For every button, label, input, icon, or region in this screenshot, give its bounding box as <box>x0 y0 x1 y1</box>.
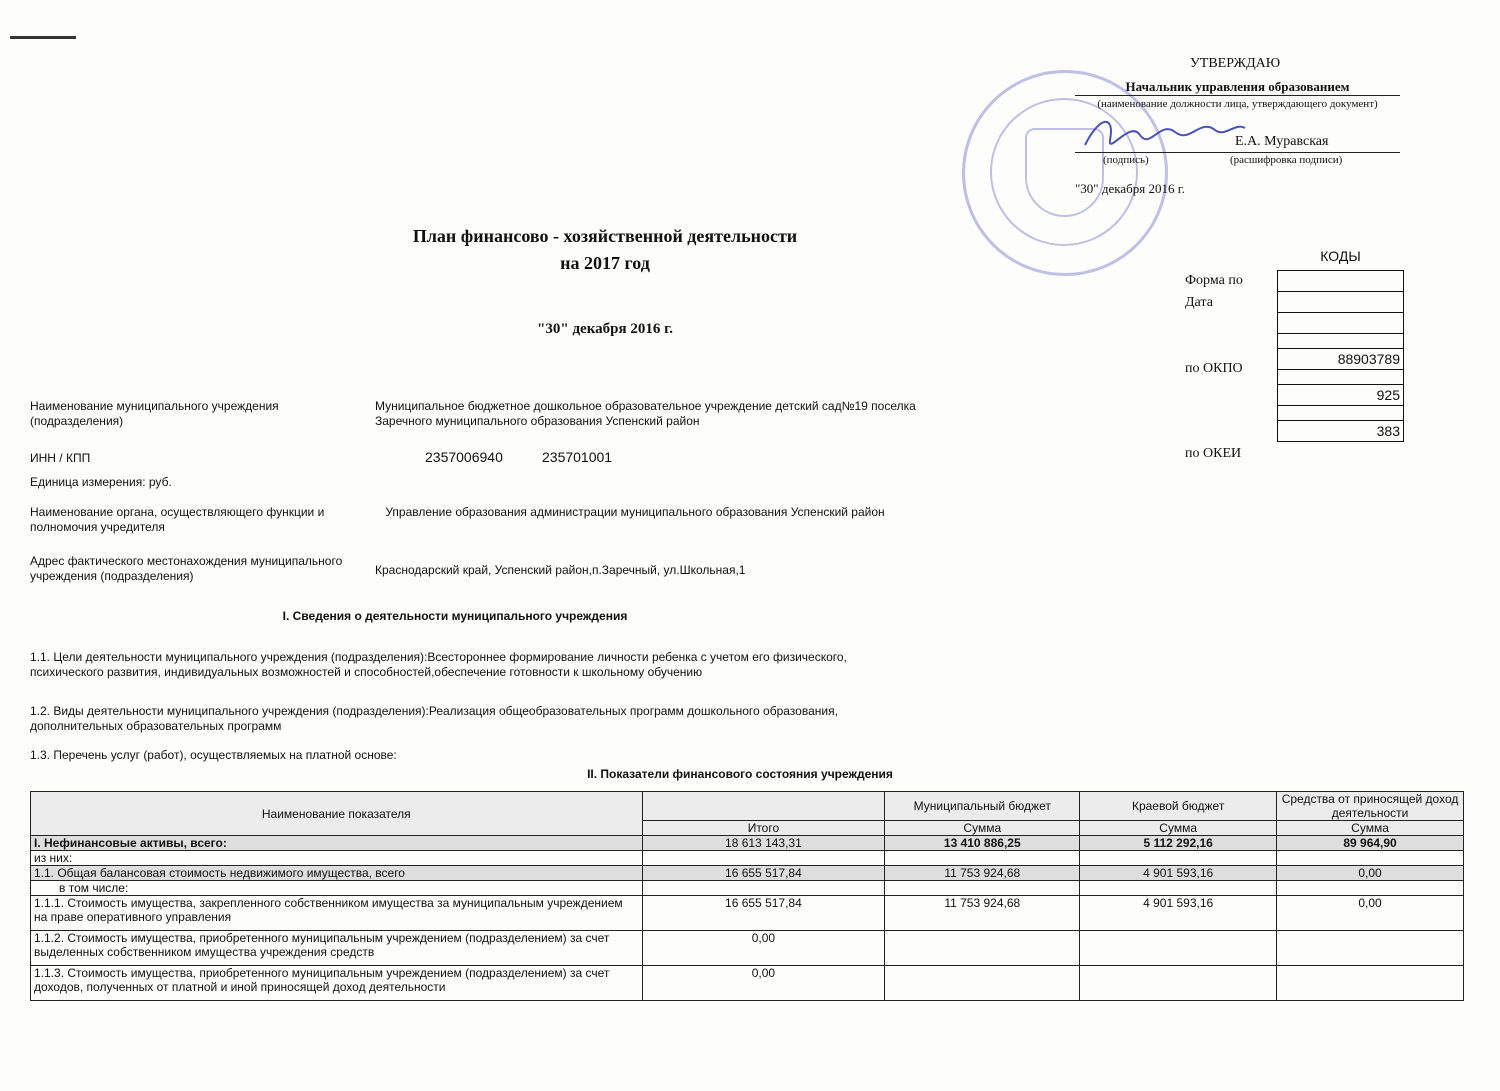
row-mun <box>885 931 1080 966</box>
approver-position: Начальник управления образованием <box>1075 79 1400 96</box>
row-income <box>1277 966 1464 1001</box>
header-name: Наименование показателя <box>31 792 643 836</box>
row-income <box>1277 881 1464 896</box>
header-summa-income: Сумма <box>1277 821 1464 836</box>
row-mun <box>885 966 1080 1001</box>
row-mun: 11 753 924,68 <box>885 896 1080 931</box>
table-row <box>31 966 1464 1001</box>
code-date <box>1278 292 1404 313</box>
name-value: Муниципальное бюджетное дошкольное образовательное учреждение детский сад№19 поселка Заречного муниципального образования Успенский район <box>375 399 916 428</box>
address-value: Краснодарский край, Успенский район,п.Заречный, ул.Школьная,1 <box>375 563 746 577</box>
row-kraev <box>1080 931 1277 966</box>
header-income: Средства от приносящей доход деятельности <box>1277 792 1464 821</box>
header-mun: Муниципальный бюджет <box>885 792 1080 821</box>
code-blank-2 <box>1278 334 1404 349</box>
row-name: I. Нефинансовые активы, всего: <box>31 836 643 851</box>
header-summa-kraev: Сумма <box>1080 821 1277 836</box>
table-row <box>31 931 1464 966</box>
signature-line <box>1075 134 1400 153</box>
signer-name: Е.А. Муравская <box>1235 134 1329 149</box>
row-kraev: 5 112 292,16 <box>1080 836 1277 851</box>
address-label: Адрес фактического местонахождения муниципального учреждения (подразделения) <box>30 554 343 583</box>
organ-value: Управление образования администрации муниципального образования Успенский район <box>385 505 885 519</box>
code-blank-1 <box>1278 313 1404 334</box>
codes-heading: КОДЫ <box>1320 248 1361 264</box>
row-income: 0,00 <box>1277 866 1464 881</box>
row-mun <box>885 851 1080 866</box>
row-itogo <box>642 881 885 896</box>
row-income: 89 964,90 <box>1277 836 1464 851</box>
row-kraev <box>1080 881 1277 896</box>
row-itogo: 0,00 <box>642 931 885 966</box>
row-itogo: 18 613 143,31 <box>642 836 885 851</box>
code-925: 925 <box>1278 385 1404 406</box>
section1-p12: 1.2. Виды деятельности муниципального учреждения (подразделения):Реализация общеобразовательных программ дошкольного образования, дополнительных образовательных программ <box>30 704 838 733</box>
table-row <box>31 836 1464 851</box>
sign-caption: (подпись) <box>1103 154 1149 166</box>
row-name: 1.1.1. Стоимость имущества, закрепленного собственником имущества за муниципальным учреждением на праве оперативного управления <box>31 896 643 931</box>
row-name: 1.1.2. Стоимость имущества, приобретенного муниципальным учреждением (подразделением) за счет выделенных собственником имущества учреждения средств <box>31 931 643 966</box>
name-label: Наименование муниципального учреждения (подразделения) <box>30 399 279 428</box>
row-income: 0,00 <box>1277 896 1464 931</box>
header-summa-mun: Сумма <box>885 821 1080 836</box>
row-name: 1.1. Общая балансовая стоимость недвижимого имущества, всего <box>31 866 643 881</box>
section2-title: II. Показатели финансового состояния учреждения <box>587 767 893 781</box>
data-label: Дата <box>1185 295 1213 310</box>
code-blank-4 <box>1278 406 1404 421</box>
section1-p13: 1.3. Перечень услуг (работ), осуществляемых на платной основе: <box>30 748 397 762</box>
header-blank <box>642 792 885 821</box>
row-kraev <box>1080 966 1277 1001</box>
corner-mark <box>10 36 76 39</box>
row-name: из них: <box>31 851 643 866</box>
code-okei: 383 <box>1278 421 1404 442</box>
row-mun: 13 410 886,25 <box>885 836 1080 851</box>
document-date: "30" декабря 2016 г. <box>537 321 673 337</box>
row-name: 1.1.3. Стоимость имущества, приобретенного муниципальным учреждением (подразделением) за счет доходов, полученных от платной и иной приносящей доход деятельности <box>31 966 643 1001</box>
header-itogo: Итого <box>642 821 885 836</box>
table-row <box>31 866 1464 881</box>
row-mun: 11 753 924,68 <box>885 866 1080 881</box>
forma-label: Форма по <box>1185 273 1243 288</box>
decode-caption: (расшифровка подписи) <box>1230 154 1343 166</box>
document-year: на 2017 год <box>560 253 650 273</box>
codes-table <box>1277 270 1404 442</box>
row-mun <box>885 881 1080 896</box>
row-itogo: 16 655 517,84 <box>642 896 885 931</box>
organ-label: Наименование органа, осуществляющего функции и полномочия учредителя <box>30 505 325 534</box>
approve-heading: УТВЕРЖДАЮ <box>1189 56 1281 71</box>
position-caption: (наименование должности лица, утверждающего документ) <box>1097 98 1378 110</box>
row-kraev: 4 901 593,16 <box>1080 866 1277 881</box>
kpp-value: 235701001 <box>542 449 613 465</box>
table-row <box>31 881 1464 896</box>
unit-label: Единица измерения: руб. <box>30 475 172 489</box>
row-income <box>1277 931 1464 966</box>
code-okpo: 88903789 <box>1278 349 1404 370</box>
document-title: План финансово - хозяйственной деятельности <box>412 226 798 246</box>
inn-value: 2357006940 <box>425 449 503 465</box>
row-itogo: 16 655 517,84 <box>642 866 885 881</box>
row-itogo: 0,00 <box>642 966 885 1001</box>
row-name: в том числе: <box>31 881 643 896</box>
row-kraev <box>1080 851 1277 866</box>
row-kraev: 4 901 593,16 <box>1080 896 1277 931</box>
section1-title: I. Сведения о деятельности муниципального учреждения <box>282 609 628 623</box>
okei-label: по ОКЕИ <box>1185 446 1242 461</box>
row-income <box>1277 851 1464 866</box>
code-forma <box>1278 271 1404 292</box>
row-itogo <box>642 851 885 866</box>
okpo-label: по ОКПО <box>1185 361 1243 376</box>
table-row <box>31 851 1464 866</box>
section1-p11: 1.1. Цели деятельности муниципального учреждения (подразделения):Всестороннее формирование личности ребенка с учетом его физического, психического развития, индивидуальных возможностей и способностей,обеспечение готовности к школьному обучению <box>30 650 847 679</box>
financial-table <box>30 791 1464 1001</box>
approval-date: "30" декабря 2016 г. <box>1075 181 1185 196</box>
table-row <box>31 896 1464 931</box>
header-kraev: Краевой бюджет <box>1080 792 1277 821</box>
code-blank-3 <box>1278 370 1404 385</box>
inn-label: ИНН / КПП <box>30 451 91 465</box>
